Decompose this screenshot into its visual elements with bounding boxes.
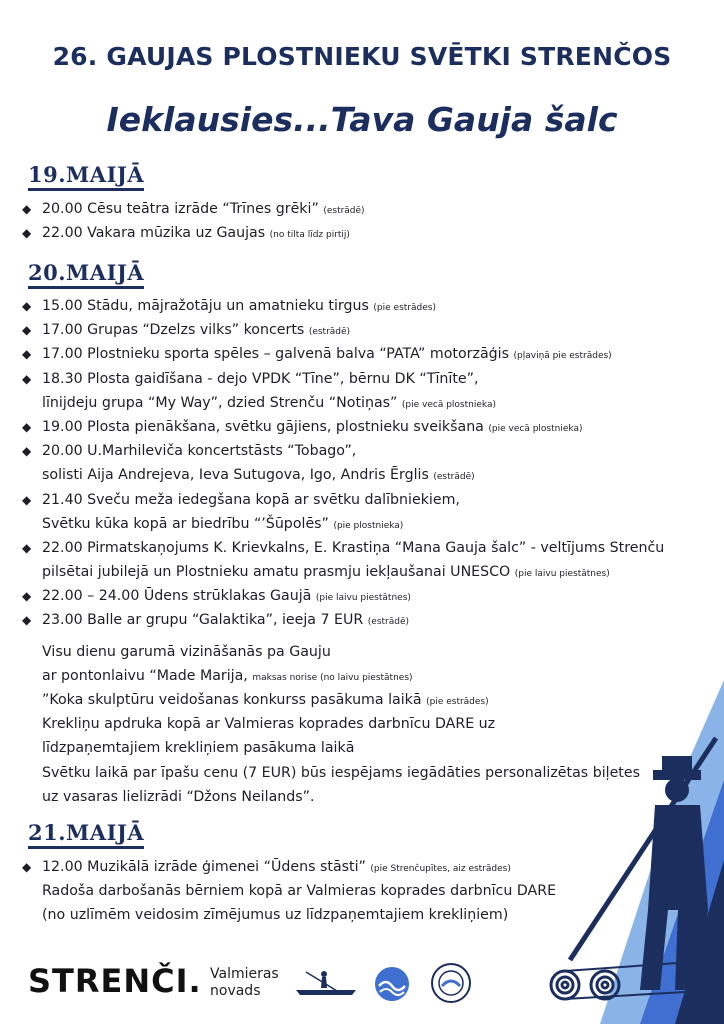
extra-line: līdzpaņemtajiem krekliņiem pasākuma laikā xyxy=(42,740,355,756)
strenci-logo: STRENČI. xyxy=(28,962,202,1000)
list-item: ◆ 22.00 Vakara mūzika uz Gaujas (no tilta līdz pirtij) xyxy=(42,223,350,245)
list-item: ◆ 15.00 Stādu, mājražotāju un amatnieku tirgus (pie estrādes) xyxy=(42,296,436,318)
extra-line: Visu dienu garumā vizināšanās pa Gauju xyxy=(42,644,331,660)
extra-line: ”Koka skulptūru veidošanas konkurss pasākuma laikā (pie estrādes) xyxy=(42,692,489,708)
list-item: ◆ 22.00 – 24.00 Ūdens strūklakas Gaujā (pie laivu piestātnes) xyxy=(42,586,411,608)
list-item-continued: solisti Aija Andrejeva, Ieva Sutugova, Igo, Andris Ērglis (estrādē) xyxy=(42,467,475,483)
list-item-continued: Radoša darbošanās bērniem kopā ar Valmieras koprades darbnīcu DARE xyxy=(42,883,557,899)
list-item-continued: (no uzlīmēm veidosim zīmējumus uz līdzpaņemtajiem krekliņiem) xyxy=(42,907,509,923)
extra-line: uz vasaras lielizrādi “Džons Neilands”. xyxy=(42,789,315,805)
list-item: ◆ 12.00 Muzikālā izrāde ģimenei “Ūdens stāsti” (pie Strenčupītes, aiz estrādes) xyxy=(42,857,511,879)
day-heading-20: 20.MAIJĀ xyxy=(28,260,144,285)
culture-center-seal-icon xyxy=(430,962,472,1004)
list-item: ◆ 20.00 Cēsu teātra izrāde “Trīnes grēki” (estrādē) xyxy=(42,199,365,221)
extra-line: ar pontonlaivu “Made Marija, maksas norise (no laivu piestātnes) xyxy=(42,668,413,684)
raft-logo-icon xyxy=(292,966,360,1000)
region-label: Valmieras novads xyxy=(210,966,279,999)
list-item-continued: pilsētai jubilejā un Plostnieku amatu prasmju iekļaušanai UNESCO (pie laivu piestātnes) xyxy=(42,564,610,580)
day-heading-21: 21.MAIJĀ xyxy=(28,820,144,845)
list-item: ◆ 17.00 Plostnieku sporta spēles – galvenā balva “PATA” motorzāģis (pļaviņā pie estrādes) xyxy=(42,344,612,366)
wave-emblem-icon xyxy=(374,966,410,1002)
raftsman-illustration xyxy=(470,660,724,1024)
list-item: ◆ 23.00 Balle ar grupu “Galaktika”, ieeja 7 EUR (estrādē) xyxy=(42,610,409,632)
list-item: ◆ 20.00 U.Marhileviča koncertstāsts “Tobago”, xyxy=(42,441,356,463)
extra-line: Krekliņu apdruka kopā ar Valmieras koprades darbnīcu DARE uz xyxy=(42,716,496,732)
page-subtitle: Ieklausies...Tava Gauja šalc xyxy=(106,100,618,139)
extra-line: Svētku laikā par īpašu cenu (7 EUR) būs iespējams iegādāties personalizētas biļetes xyxy=(42,765,640,781)
day-heading-19: 19.MAIJĀ xyxy=(28,162,144,187)
page-title: 26. GAUJAS PLOSTNIEKU SVĒTKI STRENČOS xyxy=(52,42,672,71)
list-item: ◆ 19.00 Plosta pienākšana, svētku gājiens, plostnieku sveikšana (pie vecā plostnieka) xyxy=(42,417,582,439)
list-item: ◆ 18.30 Plosta gaidīšana - dejo VPDK “Tīne”, bērnu DK “Tīnīte”, xyxy=(42,369,478,391)
list-item-continued: līnijdeju grupa “My Way”, dzied Strenču “Notiņas” (pie vecā plostnieka) xyxy=(42,395,496,411)
list-item: ◆ 22.00 Pirmatskaņojums K. Krievkalns, E. Krastiņa “Mana Gauja šalc” - veltījums Strenču xyxy=(42,538,664,560)
list-item-continued: Svētku kūka kopā ar biedrību “’Šūpolēs” (pie plostnieka) xyxy=(42,516,404,532)
list-item: ◆ 21.40 Sveču meža iedegšana kopā ar svētku dalībniekiem, xyxy=(42,490,460,512)
list-item: ◆ 17.00 Grupas “Dzelzs vilks” koncerts (estrādē) xyxy=(42,320,350,342)
